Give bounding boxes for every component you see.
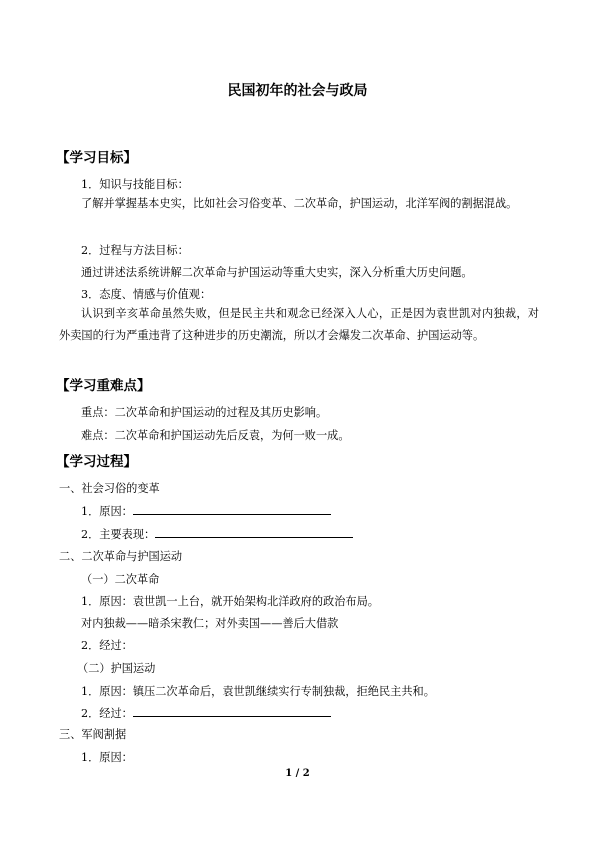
process-s2a-cause: 1．原因：袁世凯一上台，就开始架构北洋政府的政治布局。	[81, 595, 379, 608]
section-heading-goals: 【学习目标】	[56, 150, 137, 166]
process-s2a-detail: 对内独裁——暗杀宋教仁；对外卖国——善后大借款	[81, 617, 339, 630]
goal-3-text: 认识到辛亥革命虽然失败，但是民主共和观念已经深入人心，正是因为袁世凯对内独裁，对外卖国的行为严重违背了这种进步的历史潮流，所以才会爆发二次革命、护国运动等。	[59, 307, 539, 342]
process-s2a-course: 2．经过：	[81, 639, 133, 652]
process-s2b-cause: 1．原因：镇压二次革命后，袁世凯继续实行专制独裁，拒绝民主共和。	[81, 685, 435, 698]
process-s2b-course: 2．经过：	[81, 705, 331, 721]
goal-2-label: 2．过程与方法目标：	[81, 244, 189, 257]
process-section-2a: （一）二次革命	[81, 573, 160, 586]
goal-1-text: 了解并掌握基本史实，比如社会习俗变革、二次革命，护国运动，北洋军阀的割据混战。	[81, 197, 518, 210]
answer-blank[interactable]	[133, 715, 331, 717]
process-section-2: 二、二次革命与护国运动	[59, 550, 183, 563]
goal-2-text: 通过讲述法系统讲解二次革命与护国运动等重大史实，深入分析重大历史问题。	[81, 266, 473, 279]
keypoint-difficult: 难点：二次革命和护国运动先后反袁，为何一败一成。	[81, 429, 350, 442]
process-s3-cause: 1．原因：	[81, 751, 133, 764]
answer-blank[interactable]	[133, 513, 331, 515]
section-heading-keypoints: 【学习重难点】	[56, 378, 151, 394]
keypoint-important: 重点：二次革命和护国运动的过程及其历史影响。	[81, 406, 328, 419]
process-section-3: 三、军阀割据	[59, 728, 127, 741]
section-heading-process: 【学习过程】	[56, 454, 137, 470]
page-number: 1 / 2	[285, 768, 310, 779]
document-title: 民国初年的社会与政局	[227, 83, 368, 99]
goal-1-label: 1．知识与技能目标：	[81, 178, 189, 191]
answer-blank[interactable]	[155, 536, 353, 538]
process-s1-main: 2．主要表现：	[81, 526, 353, 542]
process-section-2b: （二）护国运动	[77, 662, 156, 675]
process-s1-cause: 1．原因：	[81, 503, 331, 519]
process-section-1: 一、社会习俗的变革	[59, 482, 160, 495]
goal-3-label: 3．态度、情感与价值观：	[81, 288, 212, 301]
